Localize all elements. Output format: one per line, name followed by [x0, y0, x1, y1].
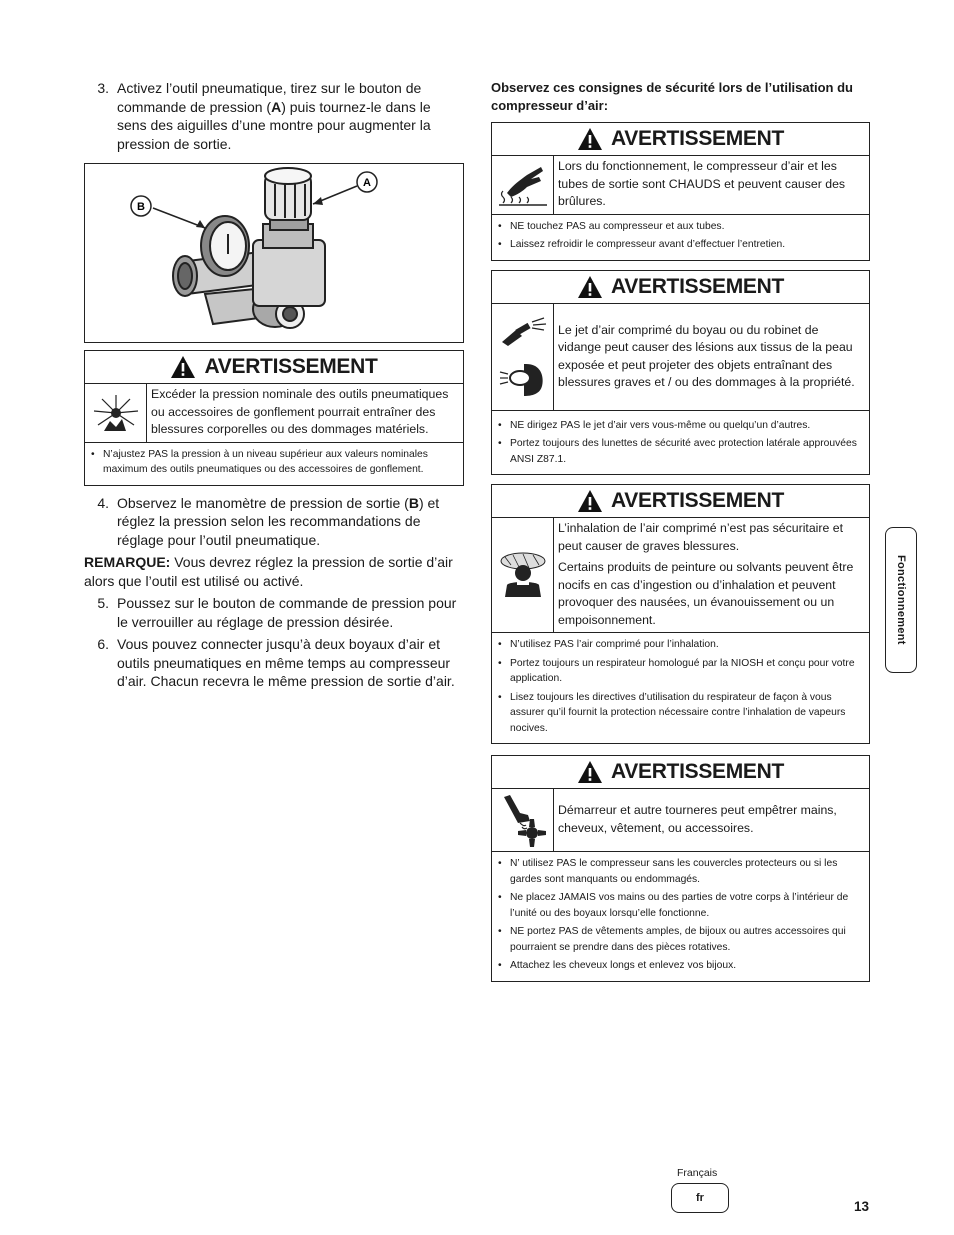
entanglement-icon [498, 793, 548, 847]
pressure-regulator-figure [84, 163, 464, 343]
warning-title: AVERTISSEMENT [610, 274, 785, 298]
safety-intro: Observez ces consignes de sécurité lors de l’utilisation du compresseur d’air: [491, 80, 853, 113]
warning-bullet: • N’utilisez PAS l’air comprimé pour l’inhalation. [496, 637, 863, 653]
safety-goggles-icon [498, 362, 548, 398]
warning-description: Certains produits de peinture ou solvants peuvent être nocifs en cas d’ingestion ou d’inhalation et peuvent provoquer des nausées, un évanouissement ou un empoisonnement. [558, 560, 854, 627]
warning-triangle-icon [577, 489, 603, 513]
pressure-regulator-illustration [85, 164, 462, 341]
step-number: 5. [97, 595, 109, 611]
warning-bullet: • NE portez PAS de vêtements amples, de bijoux ou autres accessoires qui pourraient se prendre dans des pièces rotatives. [496, 924, 863, 955]
warning-description: Excéder la pression nominale des outils pneumatiques ou accessoires de gonflement pourrait entraîner des blessures corporelles ou des dommages matériels. [151, 387, 449, 436]
warning-header [492, 756, 869, 789]
warning-box-inhalation [491, 484, 870, 744]
figure-label-a: A [363, 177, 371, 189]
warning-bullet-list [492, 633, 869, 743]
remarque-note: REMARQUE: Vous devrez réglez la pression de sortie d’air alors que l’outil est utilisé ou activé. [84, 554, 453, 589]
warning-box-pressure [84, 350, 464, 486]
section-tab-label: Fonctionnement [895, 555, 907, 645]
page-number: 13 [854, 1199, 870, 1214]
warning-title: AVERTISSEMENT [610, 489, 785, 512]
warning-bullet: • Portez toujours des lunettes de sécurité avec protection latérale approuvées ANSI Z87.1. [496, 436, 863, 467]
step-6: 6. Vous pouvez connecter jusqu’à deux boyaux d’air et outils pneumatiques en même temps au compresseur d’air. Chacun recevra le même pression de sortie d’air. [84, 635, 464, 691]
warning-bullet-list [492, 411, 869, 475]
warning-triangle-icon [577, 127, 603, 151]
footer-language: Français [677, 1167, 718, 1179]
figure-label-b: B [137, 201, 145, 213]
warning-bullet: • Ne placez JAMAIS vos mains ou des parties de votre corps à l’intérieur de l’unité ou des boyaux lorsqu’elle fonctionne. [496, 890, 863, 921]
step-number: 4. [97, 494, 109, 511]
warning-triangle-icon [577, 275, 603, 299]
air-nozzle-icon [498, 316, 548, 348]
warning-title: AVERTISSEMENT [610, 127, 785, 150]
warning-triangle-icon [577, 760, 603, 784]
warning-bullet-list [492, 852, 869, 981]
step-3: 3. Activez l’outil pneumatique, tirez sur le bouton de commande de pression (A) puis tournez-le dans le sens des aiguilles d’une montre pour augmenter la pression de sortie. [84, 79, 464, 153]
warning-bullet: • Attachez les cheveux longs et enlevez vos bijoux. [496, 958, 863, 974]
step-5: 5. Poussez sur le bouton de commande de pression pour le verrouiller au réglage de pression désirée. [84, 594, 464, 631]
warning-title: AVERTISSEMENT [204, 355, 378, 378]
warning-bullet-list [492, 215, 869, 260]
explosion-icon [90, 393, 142, 433]
inhalation-hazard-icon [497, 551, 549, 599]
warning-bullet: • Laissez refroidir le compresseur avant d’effectuer l’entretien. [496, 237, 863, 253]
warning-header [492, 485, 869, 518]
warning-bullet: • N’ utilisez PAS le compresseur sans les couvercles protecteurs ou si les gardes sont manquants ou endommagés. [496, 856, 863, 887]
warning-bullet-list [85, 443, 463, 485]
step-number: 6. [97, 636, 109, 652]
warning-bullet: • NE dirigez PAS le jet d’air vers vous-même ou quelqu’un d’autres. [496, 418, 863, 434]
warning-box-hot [491, 122, 870, 261]
warning-description: L’inhalation de l’air comprimé n’est pas sécuritaire et peut causer de graves blessures. [558, 521, 844, 553]
warning-bullet: • NE touchez PAS au compresseur et aux tubes. [496, 219, 863, 235]
warning-triangle-icon [170, 355, 196, 379]
warning-bullet: • Lisez toujours les directives d’utilisation du respirateur de façon à vous assurer qu’il fournit la protection nécessaire contre l’inhalation de vapeurs nocives. [496, 690, 863, 737]
warning-box-air-jet [491, 270, 870, 476]
hot-surface-icon [497, 163, 549, 207]
section-tab-fonctionnement [885, 527, 917, 673]
warning-description: Lors du fonctionnement, le compresseur d’air et les tubes de sortie sont CHAUDS et peuvent causer des brûlures. [558, 159, 846, 208]
warning-bullet: • N’ajustez PAS la pression à un niveau supérieur aux valeurs nominales maximum des outils pneumatiques ou des accessoires de gonflement. [89, 447, 457, 478]
warning-header [85, 351, 463, 384]
step-number: 3. [97, 80, 109, 96]
warning-title: AVERTISSEMENT [610, 760, 785, 783]
warning-header [492, 123, 869, 156]
warning-bullet: • Portez toujours un respirateur homologué par la NIOSH et conçu pour votre application. [496, 656, 863, 687]
warning-description: Démarreur et autre tourneres peut empêtrer mains, cheveux, vêtement, ou accessoires. [558, 803, 837, 835]
warning-description: Le jet d’air comprimé du boyau ou du robinet de vidange peut causer des lésions aux tissus de la peau exposée et peut projeter des objets entraînant des blessures graves et / ou des dommages à la propriété. [558, 322, 855, 389]
left-column [84, 79, 464, 691]
right-column [491, 79, 870, 982]
footer-language-code: fr [671, 1183, 729, 1213]
warning-box-entanglement [491, 755, 870, 982]
step-4: 4. Observez le manomètre de pression de sortie (B) et réglez la pression selon les recommandations de réglage pour l’outil pneumatique. [84, 494, 464, 550]
warning-header [492, 271, 869, 304]
